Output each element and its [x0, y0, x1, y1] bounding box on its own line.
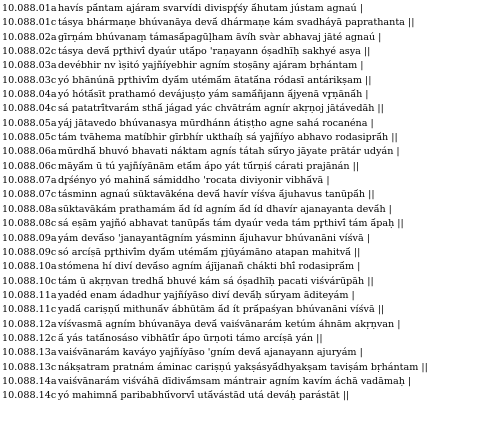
verse-reference: 10.088.04c	[2, 103, 57, 115]
verse-document	[2, 2, 478, 404]
verse-text: ā́ yás tatā́nosáso vibhātī́r ápo ūrṇoti támo arcíṣā yán ||	[58, 332, 323, 344]
verse-text: vaiśvānarám kaváyo yajñíyāso 'gním devā́ ajanayann ajuryám |	[58, 347, 363, 359]
verse-reference: 10.088.09a	[2, 232, 57, 244]
verse-line	[2, 45, 478, 59]
verse-text: yó hótā́sīt prathamó devájuṣṭo yám samā́ñjann ā́jyenā vr̥ṇānā́h |	[58, 89, 369, 101]
verse-text: vaiśvānarám viśváhā dīdivā́msam mántrair agním kavím áchā vadāmaḥ |	[58, 375, 412, 387]
verse-line	[2, 346, 478, 360]
verse-reference: 10.088.01c	[2, 17, 57, 29]
verse-text: yadā́ cariṣṇū́ mithunā́v ábhūtām ā́d ít prā́paśyan bhúvanāni víśvā ||	[58, 304, 385, 316]
verse-line	[2, 59, 478, 73]
verse-line	[2, 318, 478, 332]
verse-text: víśvasmā agním bhúvanāya devā́ vaiśvānarám ketúm áhnām akṛṇvan |	[58, 318, 401, 330]
verse-text: nákṣatram pratnám áminac cariṣṇú yakṣásyā́dhyakṣam taviṣám bṛhántam ||	[58, 361, 428, 373]
verse-reference: 10.088.05c	[2, 132, 57, 144]
verse-line	[2, 332, 478, 346]
verse-line	[2, 275, 478, 289]
verse-reference: 10.088.03c	[2, 74, 57, 86]
verse-reference: 10.088.06a	[2, 146, 57, 158]
verse-text: stómena hí diví devā́so agním ájījanañ chákti bhī́ rodasiprā́m |	[58, 261, 361, 273]
verse-reference: 10.088.11a	[2, 289, 57, 301]
verse-line	[2, 102, 478, 116]
verse-line	[2, 389, 478, 403]
verse-reference: 10.088.02c	[2, 46, 57, 58]
verse-reference: 10.088.02a	[2, 31, 57, 43]
verse-reference: 10.088.12c	[2, 332, 57, 344]
verse-line	[2, 16, 478, 30]
verse-line	[2, 203, 478, 217]
verse-reference: 10.088.14c	[2, 390, 57, 402]
verse-text: só arcíṣā pr̥thivī́m dyā́m utémā́m r̥jūyámāno atapan mahitvā́ ||	[58, 246, 361, 258]
verse-reference: 10.088.09c	[2, 246, 57, 258]
verse-text: yám devā́so 'janayantāgním yásminn ā́juhavur bhúvanāni víśvā |	[58, 232, 370, 244]
verse-text: tásya bhármaṇe bhúvanāya devā́ dhármaṇe kám svadháyā paprathanta ||	[58, 17, 415, 29]
verse-reference: 10.088.05a	[2, 117, 57, 129]
verse-line	[2, 289, 478, 303]
verse-text: yó mahimnā́ paribabhū́vorvī́ utā́vástād utá deváḥ parástāt ||	[58, 390, 350, 402]
verse-reference: 10.088.11c	[2, 304, 57, 316]
verse-line	[2, 88, 478, 102]
verse-line	[2, 131, 478, 145]
verse-line	[2, 160, 478, 174]
verse-reference: 10.088.14a	[2, 375, 57, 387]
verse-text: gīrṇám bhúvanaṃ támasā́pagūḷham āvíh svàr abhavaj jāté agnaú |	[58, 31, 382, 43]
verse-line	[2, 188, 478, 202]
verse-text: yó bhānúnā pr̥thivī́m dyā́m utémā́m ātatā́na ródasī antárikṣam ||	[58, 74, 372, 86]
verse-reference: 10.088.10c	[2, 275, 57, 287]
verse-line	[2, 361, 478, 375]
verse-line	[2, 260, 478, 274]
verse-reference: 10.088.12a	[2, 318, 57, 330]
verse-text: māyā́m ū tú yajñíyānām etā́m ápo yát tū́rṇiś cárati prajānán ||	[58, 160, 360, 172]
verse-line	[2, 303, 478, 317]
verse-text: tásya devā́ pr̥thivī́ dyaúr utā́po 'raṇayann óṣadhīḥ sakhyé asya ||	[58, 46, 371, 58]
verse-text: tám tvāhema matíbhir gīrbhír ukthaíḥ sá yajñíyo abhavo rodasiprā́h ||	[58, 132, 398, 144]
verse-reference: 10.088.13c	[2, 361, 57, 373]
verse-text: yáj jātavedo bhúvanasya mūrdhánn átiṣṭho agne sahá rocanéna |	[58, 117, 374, 129]
verse-line	[2, 2, 478, 16]
verse-line	[2, 145, 478, 159]
verse-line	[2, 74, 478, 88]
verse-reference: 10.088.03a	[2, 60, 57, 72]
verse-text: sá patatrī́tvarám sthā́ jágad yác chvātrám agnír akṛṇoj jātávedāh ||	[58, 103, 384, 115]
verse-reference: 10.088.08a	[2, 203, 57, 215]
verse-text: yadéd enam ádadhur yajñíyāso diví devā́ḥ sū́ryam āditeyám |	[58, 289, 355, 301]
verse-reference: 10.088.07a	[2, 175, 57, 187]
verse-line	[2, 31, 478, 45]
verse-text: sá eṣām yajñó abhavat tanūpā́s tám dyaúr veda tám pr̥thivī́ tám ā́paḥ ||	[58, 218, 404, 230]
verse-line	[2, 375, 478, 389]
verse-line	[2, 232, 478, 246]
verse-text: sūktavākám prathamám ā́d íd agním ā́d íd dhavír ajanayanta devā́h |	[58, 203, 392, 215]
verse-reference: 10.088.06c	[2, 160, 57, 172]
verse-line	[2, 117, 478, 131]
verse-line	[2, 217, 478, 231]
verse-reference: 10.088.13a	[2, 347, 57, 359]
verse-reference: 10.088.07c	[2, 189, 57, 201]
verse-text: devébhir nv ìṣitó yajñíyebhir agním stoṣāny ajáram bṛhántam |	[58, 60, 364, 72]
verse-text: havís pā́ntam ajáram svarvídi divispŕ̥śy ā́hutam jústam agnaú |	[58, 3, 363, 14]
verse-reference: 10.088.10a	[2, 261, 57, 273]
verse-reference: 10.088.08c	[2, 218, 57, 230]
verse-line	[2, 174, 478, 188]
verse-line	[2, 246, 478, 260]
verse-text: mūrdhā́ bhuvó bhavati náktam agnís tátah sū́ryo jāyate prātár udyán |	[58, 146, 400, 158]
verse-reference: 10.088.01a	[2, 3, 57, 14]
verse-text: tásminn agnaú sūktavākéna devā́ havír víśva ā́juhavus tanūpā́h ||	[58, 189, 375, 201]
verse-reference: 10.088.04a	[2, 89, 57, 101]
verse-text: tám ū akṛṇvan tredhā́ bhuvé kám sá óṣadhīḥ pacati viśvárūpāh ||	[58, 275, 374, 287]
verse-text: dr̥śényo yó mahinā́ sámiddho 'rocata diviyonir vibhā́vā |	[58, 175, 330, 187]
